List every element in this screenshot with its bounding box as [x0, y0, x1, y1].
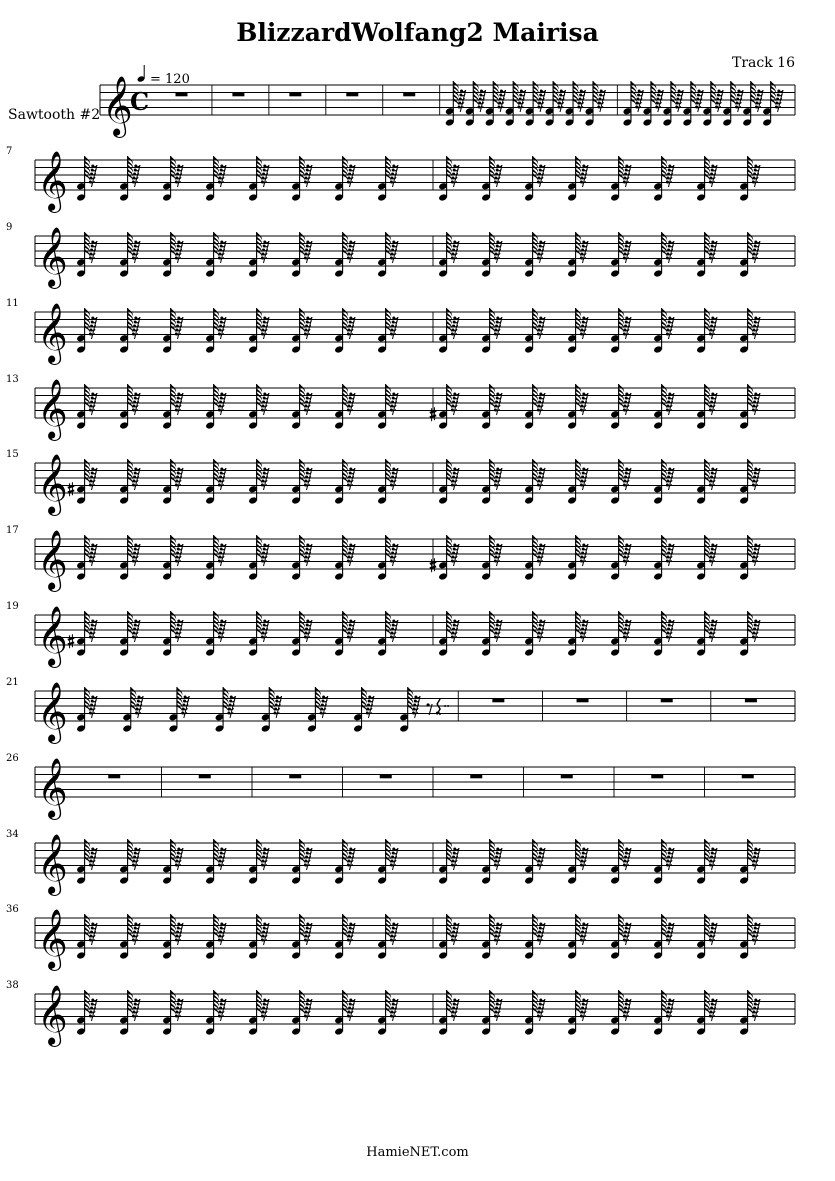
measure-number: 7 — [6, 146, 13, 157]
chord-128th — [76, 839, 97, 885]
measure-number: 26 — [6, 753, 19, 764]
chord-128th — [205, 914, 226, 960]
chord-128th — [739, 611, 760, 657]
staff-system — [6, 374, 795, 441]
chord-128th — [525, 81, 546, 127]
chord-128th — [696, 611, 717, 657]
measure — [430, 535, 760, 581]
chord-128th — [567, 384, 588, 430]
chord-128th — [696, 914, 717, 960]
chord-128th — [119, 990, 140, 1036]
chord-128th — [248, 611, 269, 657]
chord-128th — [524, 156, 545, 202]
measure — [76, 156, 398, 202]
whole-rest — [289, 93, 301, 97]
chord-128th — [377, 232, 398, 278]
chord-128th — [567, 308, 588, 354]
chord-128th — [119, 839, 140, 885]
sharp-accidental — [68, 482, 74, 496]
chord-128th — [119, 914, 140, 960]
measure-number: 11 — [6, 298, 19, 309]
chord-128th — [162, 839, 183, 885]
treble-clef: 𝄞 — [37, 909, 68, 969]
measure — [108, 775, 120, 779]
chord-128th — [430, 384, 459, 430]
chord-128th — [377, 459, 398, 505]
chord-128th — [653, 156, 674, 202]
chord-128th — [205, 384, 226, 430]
measure — [76, 839, 398, 885]
chord-128th — [524, 839, 545, 885]
chord-128th — [739, 156, 760, 202]
treble-clef: 𝄞 — [37, 379, 68, 439]
chord-128th — [399, 687, 420, 733]
measure — [438, 459, 760, 505]
chord-128th — [334, 384, 355, 430]
sharp-accidental — [68, 634, 74, 648]
chord-128th — [162, 914, 183, 960]
chord-128th — [481, 308, 502, 354]
measure — [68, 611, 398, 657]
measure-number: 17 — [6, 525, 19, 536]
chord-128th — [261, 687, 282, 733]
chord-128th — [162, 232, 183, 278]
chord-128th — [610, 384, 631, 430]
chord-128th — [377, 914, 398, 960]
track-label: Track 16 — [732, 55, 795, 71]
chord-128th — [438, 611, 459, 657]
chord-128th — [438, 308, 459, 354]
chord-128th — [377, 839, 398, 885]
chord-128th — [565, 81, 586, 127]
chord-128th — [524, 990, 545, 1036]
chord-128th — [481, 384, 502, 430]
chord-128th — [481, 839, 502, 885]
chord-128th — [205, 535, 226, 581]
chord-128th — [481, 611, 502, 657]
chord-128th — [334, 914, 355, 960]
chord-128th — [696, 535, 717, 581]
staff-system — [6, 449, 795, 516]
chord-128th — [653, 611, 674, 657]
chord-128th — [610, 839, 631, 885]
chord-128th — [524, 914, 545, 960]
chord-128th — [248, 384, 269, 430]
chord-128th — [739, 232, 760, 278]
chord-128th — [248, 459, 269, 505]
chord-128th — [122, 687, 143, 733]
chord-128th — [377, 384, 398, 430]
treble-clef: 𝄞 — [37, 606, 68, 666]
measure — [438, 611, 760, 657]
measure-number: 21 — [6, 677, 19, 688]
chord-128th — [481, 535, 502, 581]
chord-128th — [119, 308, 140, 354]
chord-128th — [662, 81, 683, 127]
chord-128th — [438, 156, 459, 202]
staff-system — [6, 298, 795, 365]
chord-128th — [610, 156, 631, 202]
chord-128th — [682, 81, 703, 127]
chord-128th — [68, 459, 97, 505]
chord-128th — [377, 308, 398, 354]
measure — [68, 459, 398, 505]
chord-128th — [567, 914, 588, 960]
chord-128th — [524, 535, 545, 581]
whole-rest — [175, 93, 187, 97]
chord-128th — [119, 459, 140, 505]
chord-128th — [545, 81, 566, 127]
chord-128th — [739, 990, 760, 1036]
measure — [76, 232, 398, 278]
whole-rest — [232, 93, 244, 97]
treble-clef: 𝄞 — [37, 303, 68, 363]
chord-128th — [334, 308, 355, 354]
measure — [438, 839, 760, 885]
chord-128th — [307, 687, 328, 733]
score-title: BlizzardWolfang2 Mairisa — [236, 18, 599, 47]
measure-number: 38 — [6, 980, 19, 991]
chord-128th — [162, 384, 183, 430]
instrument-name: Sawtooth #2 — [8, 107, 101, 123]
measure — [651, 775, 663, 779]
measure — [745, 699, 757, 703]
svg-text:= 120: = 120 — [150, 72, 190, 87]
whole-rest — [470, 775, 482, 779]
chord-128th — [567, 990, 588, 1036]
staff-system — [6, 222, 795, 289]
chord-128th — [438, 459, 459, 505]
chord-128th — [291, 459, 312, 505]
whole-rest — [492, 699, 504, 703]
chord-128th — [642, 81, 663, 127]
chord-128th — [76, 156, 97, 202]
measure-number: 9 — [6, 222, 13, 233]
chord-128th — [334, 156, 355, 202]
chord-128th — [205, 611, 226, 657]
chord-128th — [524, 232, 545, 278]
chord-128th — [465, 81, 486, 127]
chord-128th — [248, 156, 269, 202]
whole-rest — [651, 775, 663, 779]
chord-128th — [696, 384, 717, 430]
chord-128th — [610, 232, 631, 278]
chord-128th — [438, 232, 459, 278]
whole-rest — [380, 775, 392, 779]
chord-128th — [205, 990, 226, 1036]
chord-128th — [76, 384, 97, 430]
chord-128th — [485, 81, 506, 127]
chord-128th — [567, 611, 588, 657]
chord-128th — [334, 535, 355, 581]
measure — [380, 775, 392, 779]
chord-128th — [438, 914, 459, 960]
chord-128th — [739, 914, 760, 960]
whole-rest — [661, 699, 673, 703]
footer-credit: HamieNET.com — [366, 1145, 469, 1160]
chord-128th — [205, 459, 226, 505]
measure-number: 36 — [6, 904, 19, 915]
measure-number: 15 — [6, 449, 19, 460]
chord-128th — [205, 156, 226, 202]
chord-128th — [119, 384, 140, 430]
chord-128th — [205, 308, 226, 354]
whole-rest — [561, 775, 573, 779]
chord-128th — [653, 384, 674, 430]
chord-128th — [76, 308, 97, 354]
chord-128th — [248, 535, 269, 581]
measure — [438, 990, 760, 1036]
chord-128th — [205, 232, 226, 278]
chord-128th — [653, 914, 674, 960]
chord-128th — [696, 156, 717, 202]
measure — [76, 384, 398, 430]
measure — [289, 93, 301, 97]
chord-128th — [205, 839, 226, 885]
chord-128th — [291, 839, 312, 885]
measure — [76, 914, 398, 960]
chord-128th — [739, 384, 760, 430]
whole-rest — [745, 699, 757, 703]
measure — [438, 232, 760, 278]
chord-128th — [445, 81, 466, 127]
chord-128th — [291, 308, 312, 354]
measure — [470, 775, 482, 779]
staff-system — [6, 904, 795, 971]
measure-number: 13 — [6, 374, 19, 385]
chord-128th — [334, 839, 355, 885]
measure — [492, 699, 504, 703]
chord-128th — [76, 232, 97, 278]
chord-128th — [162, 459, 183, 505]
chord-128th — [68, 611, 97, 657]
chord-128th — [739, 459, 760, 505]
chord-128th — [438, 990, 459, 1036]
chord-128th — [610, 308, 631, 354]
chord-128th — [377, 990, 398, 1036]
chord-128th — [162, 156, 183, 202]
chord-128th — [696, 990, 717, 1036]
chord-128th — [524, 459, 545, 505]
chord-128th — [353, 687, 374, 733]
chord-128th — [119, 611, 140, 657]
treble-clef: 𝄞 — [37, 454, 68, 514]
chord-128th — [119, 232, 140, 278]
chord-128th — [119, 156, 140, 202]
chord-128th — [610, 990, 631, 1036]
measure — [561, 775, 573, 779]
chord-128th — [702, 81, 723, 127]
time-signature: C — [130, 87, 150, 116]
chord-128th — [162, 611, 183, 657]
chord-128th — [76, 535, 97, 581]
measure — [403, 93, 415, 97]
chord-128th — [248, 839, 269, 885]
chord-128th — [722, 81, 743, 127]
chord-128th — [215, 687, 236, 733]
measure — [76, 990, 398, 1036]
chord-128th — [481, 156, 502, 202]
chord-128th — [291, 232, 312, 278]
measure — [289, 775, 301, 779]
chord-128th — [76, 990, 97, 1036]
staff-system — [6, 753, 795, 820]
chord-128th — [696, 839, 717, 885]
chord-128th — [76, 687, 97, 733]
chord-128th — [248, 990, 269, 1036]
measure — [430, 384, 760, 430]
whole-rest — [742, 775, 754, 779]
chord-128th — [653, 459, 674, 505]
chord-128th — [481, 459, 502, 505]
chord-128th — [762, 81, 783, 127]
measure — [438, 914, 760, 960]
measure — [175, 93, 187, 97]
chord-128th — [248, 232, 269, 278]
chord-128th — [524, 384, 545, 430]
chord-128th — [162, 308, 183, 354]
chord-128th — [334, 459, 355, 505]
measure — [661, 699, 673, 703]
chord-128th — [567, 232, 588, 278]
chord-128th — [334, 232, 355, 278]
chord-128th — [291, 156, 312, 202]
measure — [438, 308, 760, 354]
staff-system — [6, 677, 795, 744]
chord-128th — [739, 308, 760, 354]
treble-clef: 𝄞 — [37, 151, 68, 211]
chord-128th — [430, 535, 459, 581]
whole-rest — [108, 775, 120, 779]
measure — [76, 308, 398, 354]
chord-128th — [610, 914, 631, 960]
staff-system — [6, 601, 795, 668]
chord-128th — [291, 535, 312, 581]
chord-128th — [696, 308, 717, 354]
chord-128th — [291, 990, 312, 1036]
chord-128th — [610, 611, 631, 657]
measure — [577, 699, 589, 703]
chord-128th — [481, 232, 502, 278]
chord-128th — [567, 535, 588, 581]
treble-clef: 𝄞 — [37, 758, 68, 818]
chord-128th — [162, 990, 183, 1036]
chord-128th — [610, 459, 631, 505]
measure — [622, 81, 783, 127]
measure — [445, 81, 606, 127]
chord-128th — [653, 839, 674, 885]
treble-clef: 𝄞 — [37, 985, 68, 1045]
staff-system — [100, 65, 795, 138]
chord-128th — [585, 81, 606, 127]
chord-128th — [334, 990, 355, 1036]
measure — [76, 535, 398, 581]
chord-128th — [696, 232, 717, 278]
chord-128th — [739, 535, 760, 581]
chord-128th — [653, 535, 674, 581]
chord-128th — [505, 81, 526, 127]
treble-clef: 𝄞 — [102, 76, 133, 136]
chord-128th — [610, 535, 631, 581]
treble-clef: 𝄞 — [37, 834, 68, 894]
chord-128th — [739, 839, 760, 885]
chord-128th — [622, 81, 643, 127]
tempo-mark — [137, 65, 190, 87]
measure — [742, 775, 754, 779]
chord-128th — [653, 308, 674, 354]
chord-128th — [524, 611, 545, 657]
chord-128th — [567, 459, 588, 505]
chord-128th — [377, 611, 398, 657]
dotted-quarter-rest — [437, 699, 450, 715]
chord-128th — [653, 990, 674, 1036]
chord-128th — [248, 914, 269, 960]
chord-128th — [119, 535, 140, 581]
whole-rest — [346, 93, 358, 97]
chord-128th — [742, 81, 763, 127]
whole-rest — [289, 775, 301, 779]
chord-128th — [567, 839, 588, 885]
measure — [346, 93, 358, 97]
staff-system — [6, 525, 795, 592]
chord-128th — [334, 611, 355, 657]
measure-number: 19 — [6, 601, 19, 612]
whole-rest — [199, 775, 211, 779]
treble-clef: 𝄞 — [37, 227, 68, 287]
chord-128th — [291, 611, 312, 657]
chord-128th — [168, 687, 189, 733]
chord-128th — [481, 914, 502, 960]
staff-system — [6, 829, 795, 896]
measure — [76, 687, 449, 733]
chord-128th — [291, 914, 312, 960]
whole-rest — [577, 699, 589, 703]
staff-system — [6, 146, 795, 213]
chord-128th — [377, 535, 398, 581]
chord-128th — [162, 535, 183, 581]
measure — [232, 93, 244, 97]
chord-128th — [653, 232, 674, 278]
treble-clef: 𝄞 — [37, 530, 68, 590]
chord-128th — [696, 459, 717, 505]
measure-number: 34 — [6, 829, 19, 840]
chord-128th — [524, 308, 545, 354]
staff-system — [6, 980, 795, 1047]
chord-128th — [481, 990, 502, 1036]
chord-128th — [291, 384, 312, 430]
chord-128th — [567, 156, 588, 202]
chord-128th — [377, 156, 398, 202]
whole-rest — [403, 93, 415, 97]
measure — [438, 156, 760, 202]
treble-clef: 𝄞 — [37, 682, 68, 742]
measure — [199, 775, 211, 779]
chord-128th — [438, 839, 459, 885]
chord-128th — [248, 308, 269, 354]
chord-128th — [76, 914, 97, 960]
